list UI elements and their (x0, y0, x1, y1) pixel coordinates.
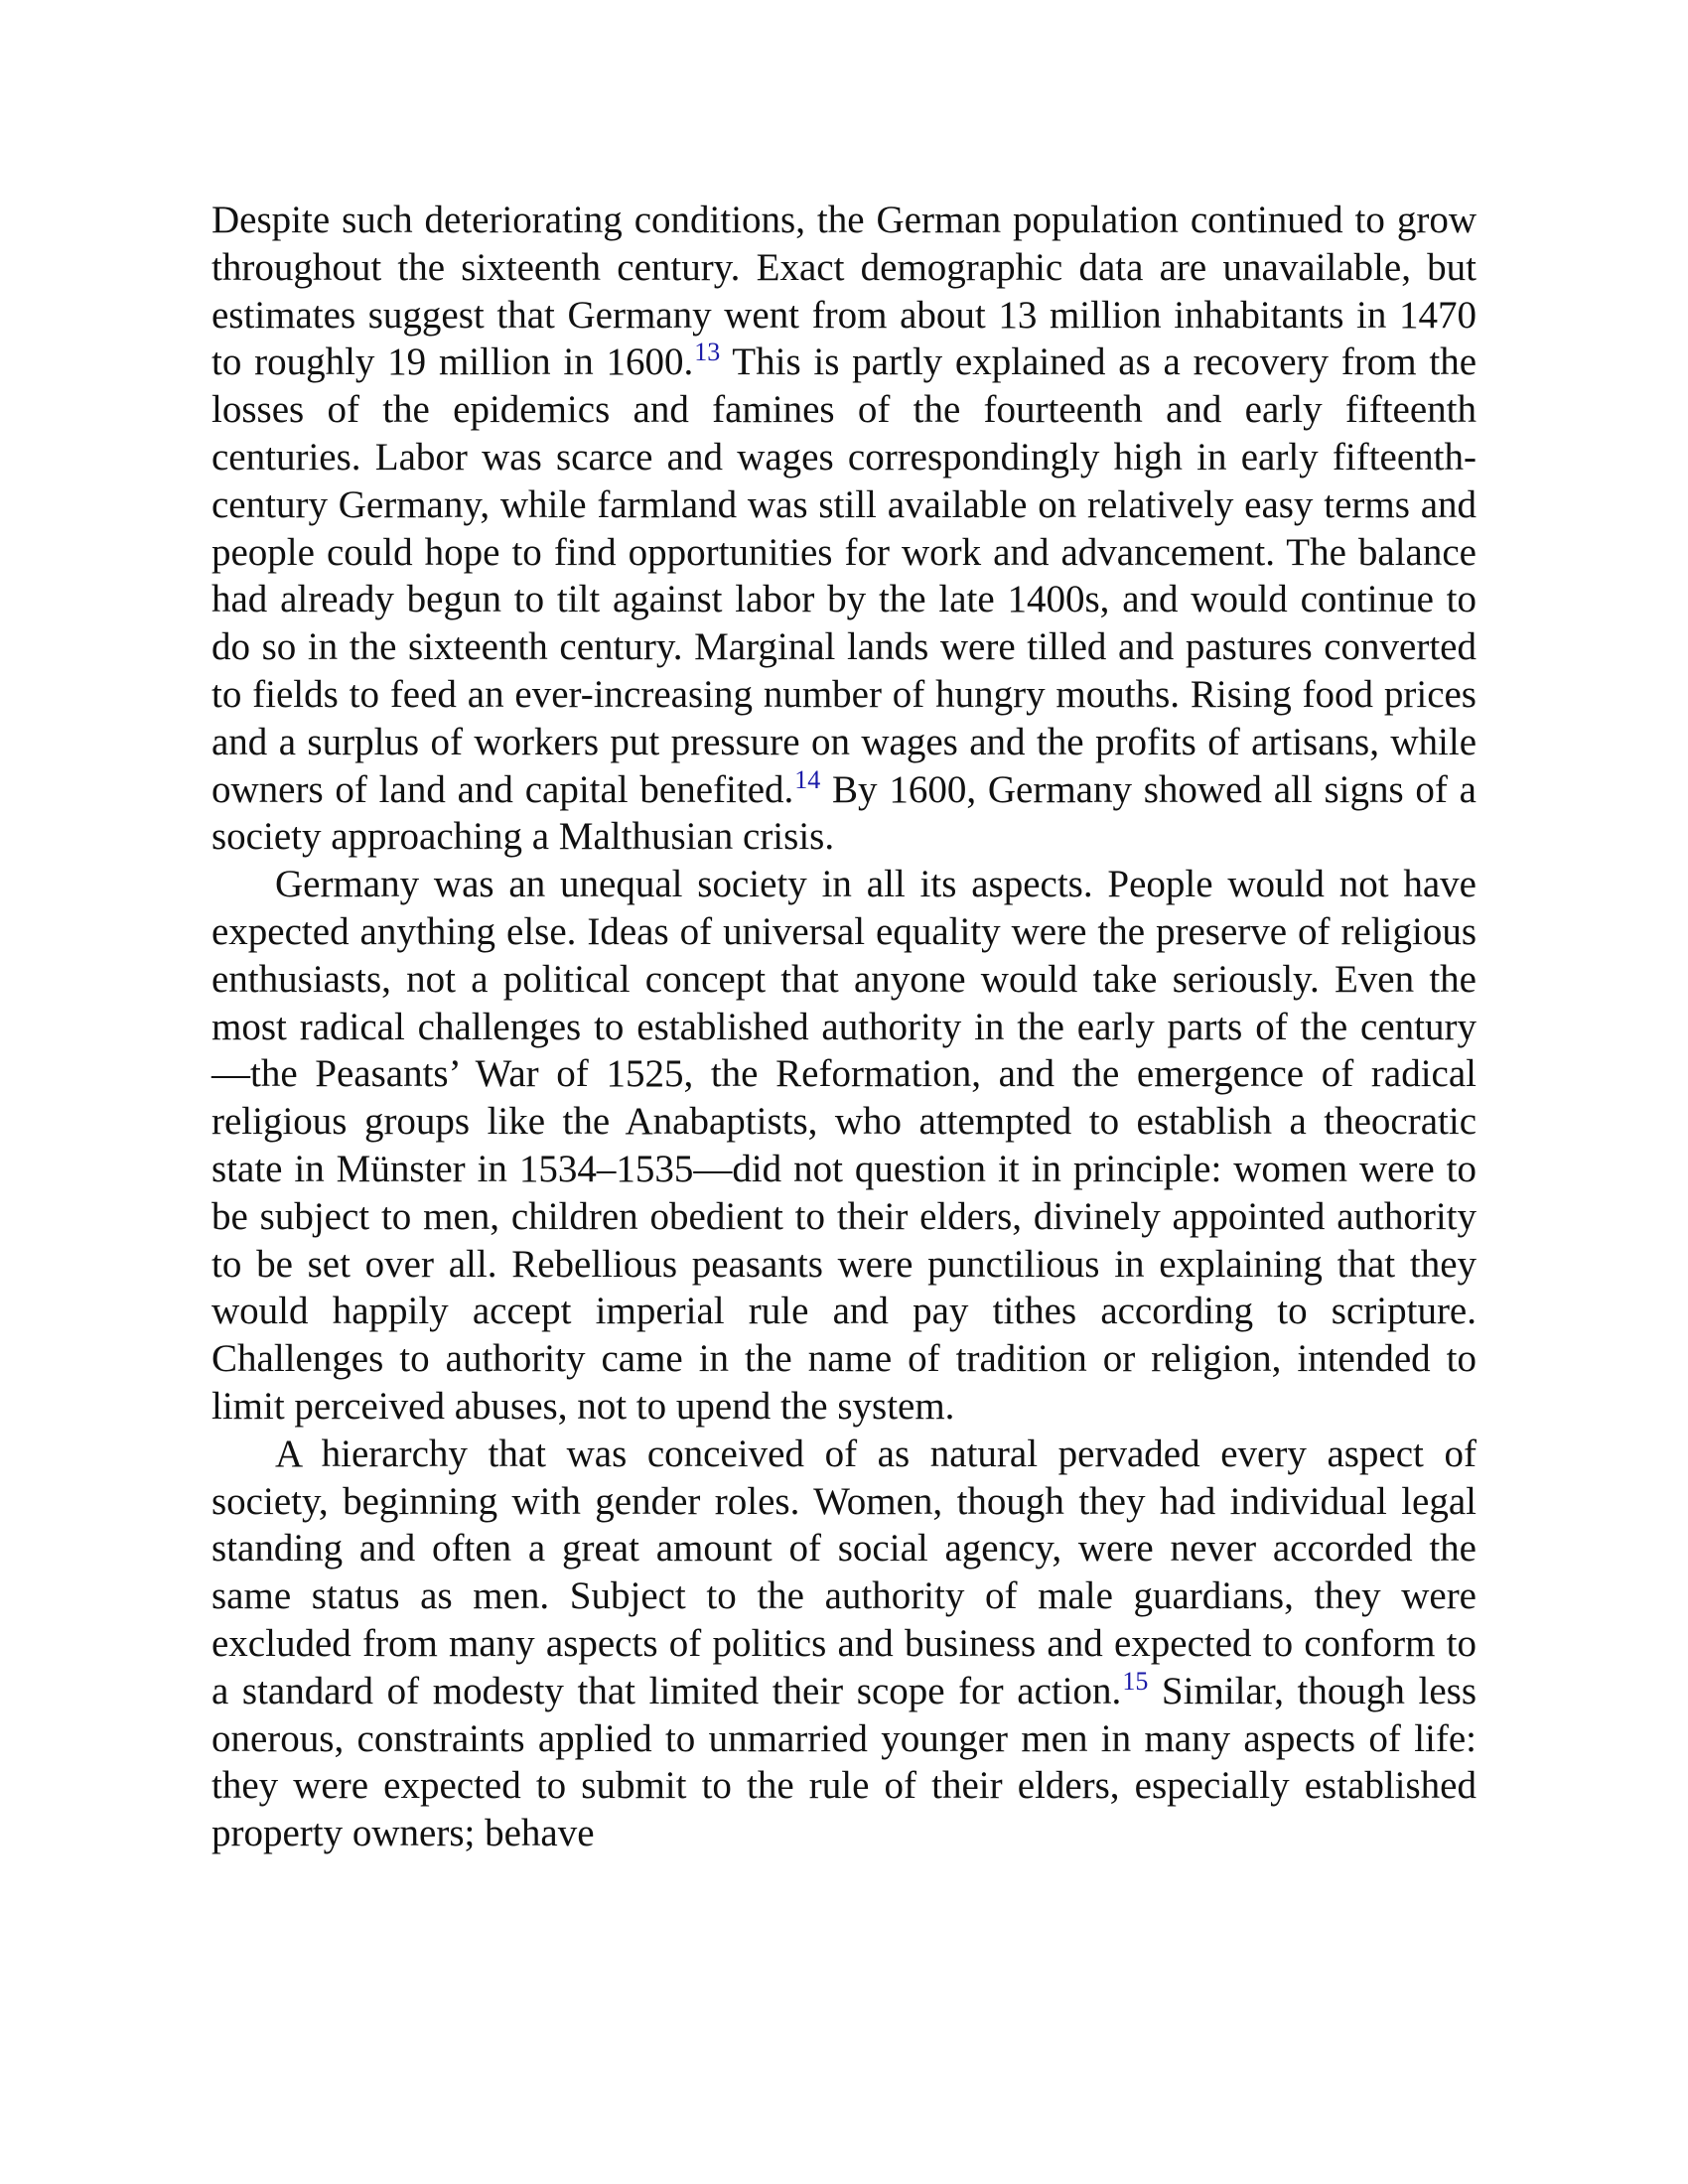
document-page (211, 197, 1477, 1857)
paragraph-population (211, 197, 1477, 861)
paragraph-text: Similar, though less onerous, constraints applied to unmarried younger men in many aspects of life: they were expected to submit to the rule of their elders, especially established property owners; behave (211, 1669, 1477, 1855)
paragraph-text: This is partly explained as a recovery from the losses of the epidemics and famines of the fourteenth and early fifteenth centuries. Labor was scarce and wages correspondingly high in early fifteenth-century Germany, while farmland was still available on relatively easy terms and people could hope to find opportunities for work and advancement. The balance had already begun to tilt against labor by the late 1400s, and would continue to do so in the sixteenth century. Marginal lands were tilled and pastures converted to fields to feed an ever-increasing number of hungry mouths. Rising food prices and a surplus of workers put pressure on wages and the profits of artisans, while owners of land and capital benefited. (211, 341, 1477, 811)
paragraph-text: A hierarchy that was conceived of as natural pervaded every aspect of society, beginning with gender roles. Women, though they had individual legal standing and often a great amount of social agency, were never accorded the same status as men. Subject to the authority of male guardians, they were excluded from many aspects of politics and business and expected to conform to a standard of modesty that limited their scope for action. (211, 1432, 1477, 1712)
paragraph-hierarchy (211, 1431, 1477, 1857)
footnote-link-14[interactable]: 14 (794, 764, 821, 794)
footnote-link-13[interactable]: 13 (694, 338, 721, 367)
paragraph-text: Despite such deteriorating conditions, the German population continued to grow throughout the sixteenth century. Exact demographic data are unavailable, but estimates suggest that Germany went from about 13 million inhabitants in 1470 to roughly 19 million in 1600. (211, 199, 1477, 384)
paragraph-inequality (211, 861, 1477, 1431)
paragraph-text: By 1600, Germany showed all signs of a society approaching a Malthusian crisis. (211, 767, 1477, 859)
footnote-link-15[interactable]: 15 (1122, 1666, 1149, 1696)
paragraph-text: Germany was an unequal society in all its aspects. People would not have expected anything else. Ideas of universal equality were the preserve of religious enthusiasts, not a political concept that anyone would take seriously. Even the most radical challenges to established authority in the early parts of the century—the Peasants’ War of 1525, the Reformation, and the emergence of radical religious groups like the Anabaptists, who attempted to establish a theocratic state in Münster in 1534–1535—did not question it in principle: women were to be subject to men, children obedient to their elders, divinely appointed authority to be set over all. Rebellious peasants were punctilious in explaining that they would happily accept imperial rule and pay tithes according to scripture. Challenges to authority came in the name of tradition or religion, intended to limit perceived abuses, not to upend the system. (211, 863, 1477, 1428)
